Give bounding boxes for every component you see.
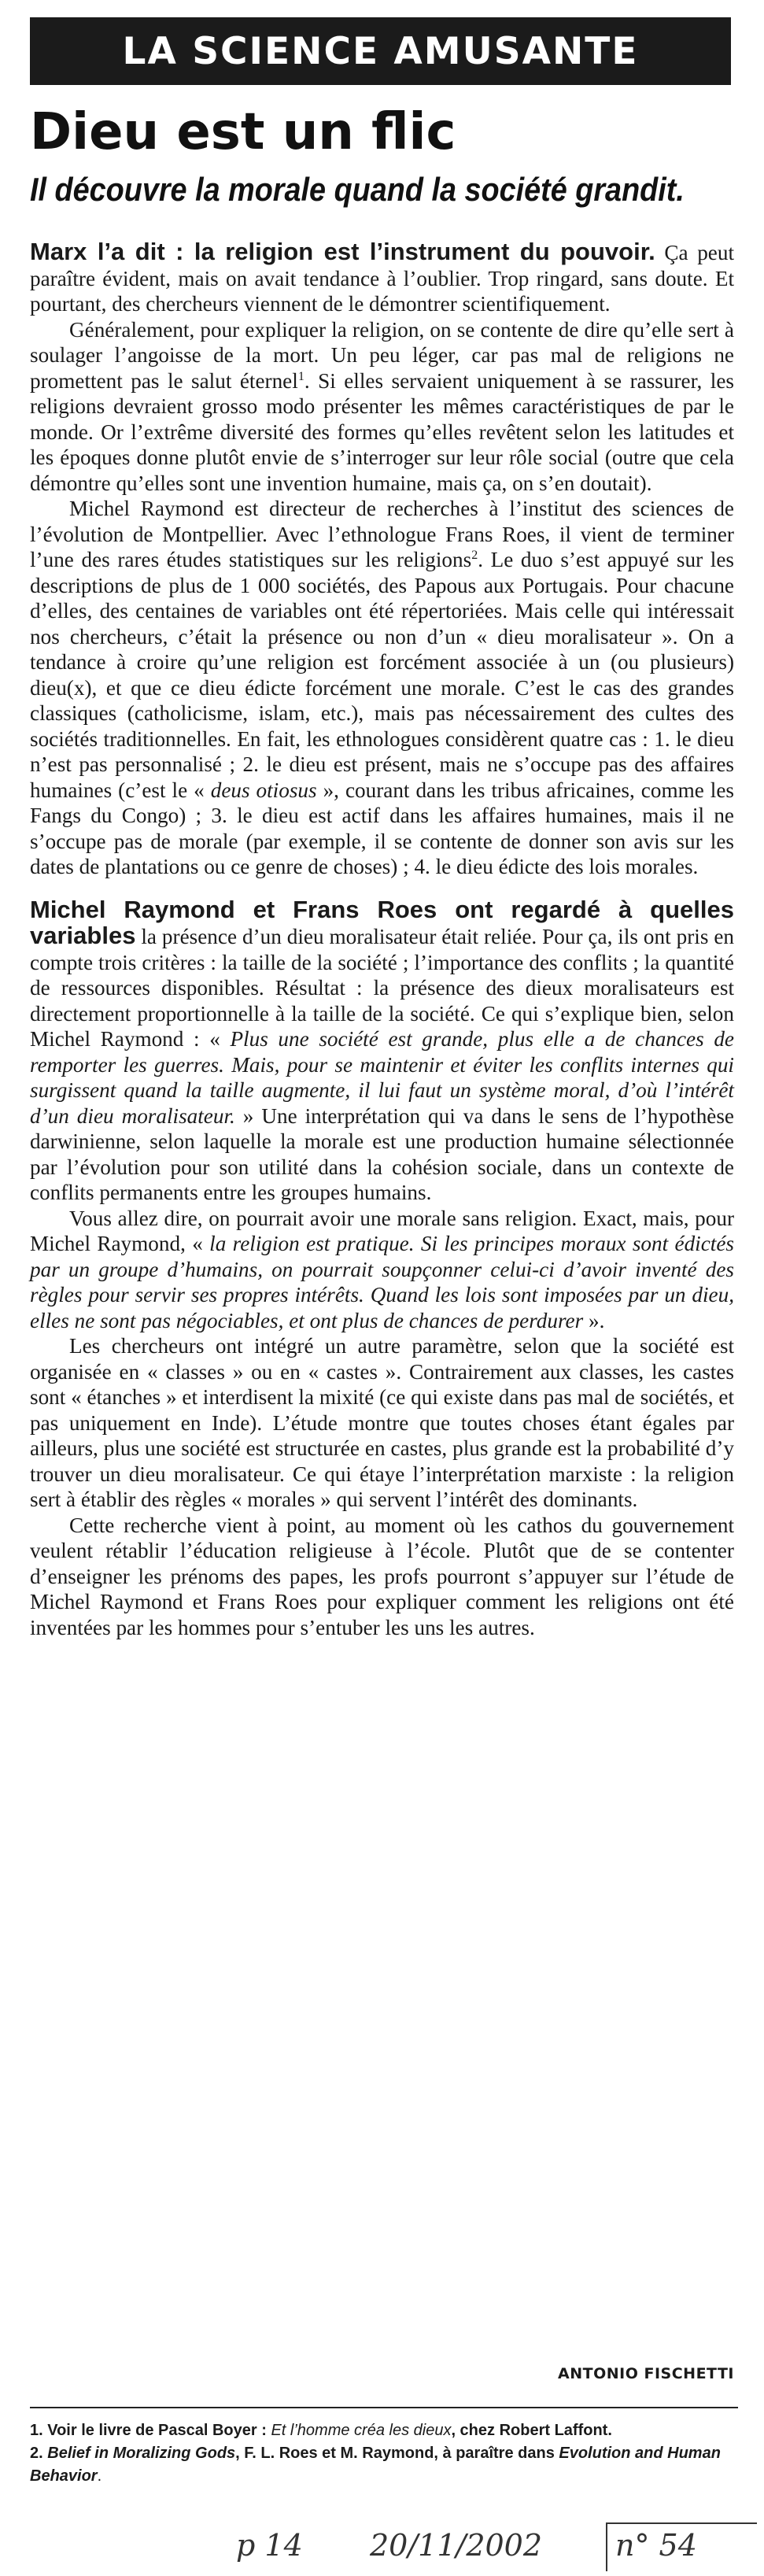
text: Ça peut paraître évident, mais on avait tendance à l’oublier. Trop ringard, sans doute. Et pourtant, des chercheurs viennent de le démontrer scientifiquement. <box>30 241 734 316</box>
rubric-title: LA SCIENCE AMUSANTE <box>122 29 639 73</box>
text: . <box>97 2467 102 2485</box>
paragraph <box>30 1206 734 1334</box>
subheadline: Il découvre la morale quand la société grandit. <box>30 171 685 208</box>
article-body <box>30 239 734 1640</box>
text: . Si elles servaient uniquement à se rassurer, les religions devraient grosso modo présenter les mêmes caractéristiques de par le monde. Or l’extrême diversité des formes qu’elles revêtent selon les latitudes et les époques donne plutôt envie de s’interroger sur leur rôle social (outre que cela démontre qu’elles sont une invention humaine, mais ça, on s’en doutait). <box>30 368 734 495</box>
text: ». <box>583 1308 605 1332</box>
lead-in: Michel Raymond et Frans Roes ont regardé à quelles variables <box>30 895 734 949</box>
rubric-banner <box>30 17 731 85</box>
quote: la religion est pratique. Si les principes moraux sont édictés par un groupe d’humains, on pourrait soupçonner celui-ci d’avoir inventé des règles pour servir ses propres intérêts. Quand les lois sont imposées par un dieu, elles ne sont pas négociables, et ont plus de chances de perdurer <box>30 1232 734 1332</box>
footnotes <box>30 2407 738 2488</box>
text: Généralement, pour expliquer la religion, on se contente de dire qu’elle sert à soulager l’angoisse de la mort. Un peu léger, car pas mal de religions ne promettent pas le salut éternel <box>30 317 734 393</box>
footnote-ref: 2 <box>471 548 478 562</box>
handwritten-page: p 14 <box>236 2528 303 2563</box>
italic-term: deus otiosus <box>210 778 317 802</box>
text: . Le duo s’est appuyé sur les descriptions de plus de 1 000 sociétés, des Papous aux Portugais. Pour chacune d’elles, des centaines de variables ont été répertoriées. Mais celle qui intéressait nos chercheurs, c’était la présence ou non d’un « dieu moralisateur ». On a tendance à croire qu’une religion est forcément associée à un (ou plusieurs) dieu(x), et que ce dieu édicte forcément une morale. C’est le cas des grandes classiques (catholicisme, islam, etc.), mais pas nécessairement des cultes des sociétés traditionnelles. En fait, les ethnologues considèrent quatre cas : 1. le dieu n’est pas personnalisé ; 2. le dieu est présent, mais ne s’occupe pas des affaires humaines (c’est le « <box>30 548 734 802</box>
text: Vous allez dire, on pourrait avoir une morale sans religion. Exact, mais, pour Michel Raymond, « <box>30 1206 734 1255</box>
footnote-label: 2. <box>30 2445 48 2462</box>
paragraph <box>30 496 734 880</box>
footnote-2 <box>30 2442 738 2488</box>
book-title: Et l’homme créa les dieux <box>271 2422 452 2439</box>
footnote-ref: 1 <box>297 369 304 383</box>
text: la présence d’un dieu moralisateur était reliée. Pour ça, ils ont pris en compte trois critères : la taille de la société ; l’importance des conflits ; la quantité de ressources disponibles. Résultat : la présence des dieux moralisateurs est directement proportionnelle à la taille de la société. Ce qui s’explique bien, selon Michel Raymond : « <box>30 925 734 1051</box>
text: », courant dans les tribus africaines, comme les Fangs du Congo) ; 3. le dieu est actif dans les affaires humaines, mais il ne s’occupe pas de morale (par exemple, il se contente de donner son avis sur les dates de plantations ou ce genre de choses) ; 4. le dieu édicte des lois morales. <box>30 778 734 878</box>
paragraph <box>30 897 734 1206</box>
handwritten-date: 20/11/2002 <box>370 2528 543 2563</box>
text: , F. L. Roes et M. Raymond, à paraître dans <box>235 2445 559 2462</box>
lead-in: Marx l’a dit : la religion est l’instrument du pouvoir. <box>30 238 655 265</box>
paragraph: Les chercheurs ont intégré un autre paramètre, selon que la société est organisée en « classes » ou en « castes ». Contrairement aux classes, les castes sont « étanches » et interdisent la mixité (ce qui existe dans pas mal de sociétés, et pas uniquement en Inde). L’étude montre que toutes choses étant égales par ailleurs, plus une société est structurée en castes, plus grande est la probabilité d’y trouver un dieu moralisateur. Ce qui étaye l’interprétation marxiste : la religion sert à établir des règles « morales » qui servent l’intérêt des dominants. <box>30 1334 734 1511</box>
journal-title: Evolution and Human Behavior <box>30 2445 721 2485</box>
text: Michel Raymond est directeur de recherches à l’institut des sciences de l’évolution de Montpellier. Avec l’ethnologue Frans Roes, il vient de terminer l’une des rares études statistiques sur les religions <box>30 497 734 571</box>
paragraph <box>30 317 734 497</box>
quote: Plus une société est grande, plus elle a de chances de remporter les guerres. Mais, pour se maintenir et éviter les conflits internes qui surgissent quand la taille augmente, il lui faut un système moral, d’où l’intérêt d’un dieu moralisateur. <box>30 1027 734 1128</box>
footnote-1 <box>30 2419 738 2442</box>
author-byline: ANTONIO FISCHETTI <box>558 2365 734 2382</box>
footnote-label: 1. Voir le livre de Pascal Boyer : <box>30 2422 271 2439</box>
handwritten-issue: n° 54 <box>615 2528 697 2563</box>
paragraph <box>30 239 734 317</box>
text: » Une interprétation qui va dans le sens de l’hypothèse darwinienne, selon laquelle la morale est une production humaine sélectionnée par l’évolution pour son utilité dans la cohésion sociale, dans un contexte de conflits permanents entre les groupes humains. <box>30 1103 735 1204</box>
text: , chez Robert Laffont. <box>451 2422 612 2439</box>
paragraph: Cette recherche vient à point, au moment où les cathos du gouvernement veulent rétablir l’éducation religieuse à l’école. Plutôt que de se contenter d’enseigner les prénoms des papes, les profs pourront s’appuyer sur l’étude de Michel Raymond et Frans Roes pour expliquer comment les religions ont été inventées par les hommes pour s’entuber les uns les autres. <box>30 1513 734 1639</box>
section-gap <box>30 880 734 897</box>
paper-title: Belief in Moralizing Gods <box>47 2445 236 2462</box>
headline: Dieu est un flic <box>30 103 456 161</box>
